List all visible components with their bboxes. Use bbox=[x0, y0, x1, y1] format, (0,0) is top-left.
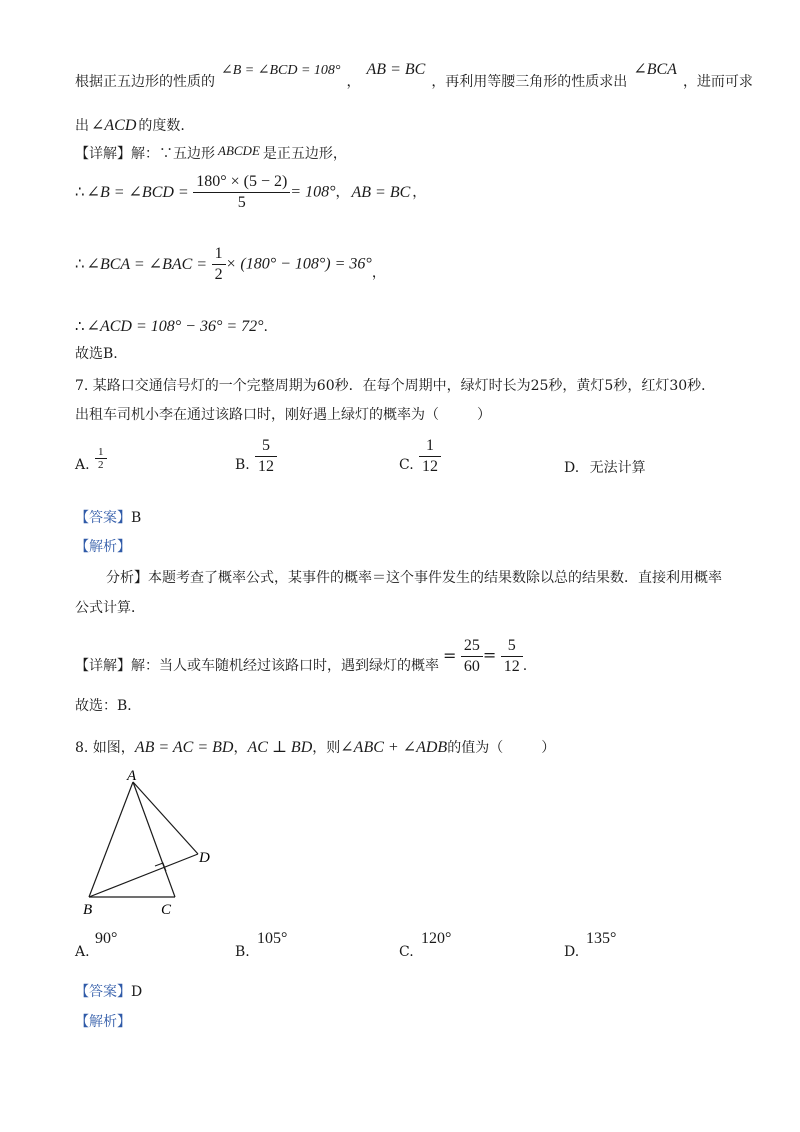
math-rhs: = 108° bbox=[290, 183, 336, 201]
option-letter: C. bbox=[399, 457, 414, 473]
math-angle-b-bcd: ∠B = ∠BCD = 108° bbox=[221, 63, 341, 78]
text-mid: ，再利用等腰三角形的性质求出 bbox=[431, 74, 628, 90]
analysis-line-1 bbox=[75, 61, 753, 93]
text-suffix: ，进而可求 bbox=[682, 74, 753, 90]
option-value: 90° bbox=[95, 930, 118, 947]
q7-line-1: 7. 某路口交通信号灯的一个完整周期为60秒．在每个周期中，绿灯时长为25秒，黄灯5秒，红灯30秒． bbox=[75, 378, 716, 394]
math-ab-ac-bd: AB = AC = BD bbox=[134, 739, 234, 756]
fraction-numerator: 180° × (5 − 2) bbox=[196, 173, 288, 190]
comma: ， bbox=[346, 74, 361, 90]
q7-option-d[interactable] bbox=[564, 457, 646, 477]
option-letter: B. bbox=[235, 944, 250, 960]
answer-label: 【答案】 bbox=[75, 984, 131, 1000]
fraction bbox=[255, 436, 277, 477]
fraction bbox=[419, 436, 441, 477]
choose-b-7: 故选：B． bbox=[75, 698, 142, 714]
option-letter: C. bbox=[399, 944, 414, 960]
answer-value: B bbox=[131, 510, 142, 526]
text: 的值为（ bbox=[447, 740, 504, 756]
comma: ， bbox=[371, 264, 386, 281]
math-lhs: ∠B = ∠BCD = bbox=[86, 183, 189, 201]
q7-line-2 bbox=[75, 405, 491, 425]
text: 8. 如图， bbox=[75, 740, 135, 756]
fraction-numerator: 1 bbox=[98, 446, 104, 458]
therefore-symbol: ∴ bbox=[75, 317, 85, 335]
analysis-line-2 bbox=[75, 116, 185, 136]
answer-value: D bbox=[131, 984, 143, 1000]
text: 出租车司机小李在通过该路口时，刚好遇上绿灯的概率为（ bbox=[75, 407, 439, 423]
math-ac-perp-bd: AC ⊥ BD bbox=[247, 739, 313, 756]
choose-b: 故选B. bbox=[75, 346, 118, 362]
fraction bbox=[461, 636, 483, 677]
math-lhs: ∠BCA = ∠BAC = bbox=[86, 255, 208, 273]
segment-ab bbox=[89, 782, 133, 897]
therefore-symbol: ∴ bbox=[75, 182, 85, 201]
comma: ， bbox=[233, 740, 248, 756]
option-letter: A. bbox=[75, 944, 90, 960]
equals: = bbox=[443, 645, 457, 665]
geometry-figure bbox=[75, 770, 235, 920]
math-abcde: ABCDE bbox=[218, 143, 260, 158]
text: 是正五边形， bbox=[262, 146, 347, 162]
fraction-denominator: 12 bbox=[419, 456, 441, 477]
detail-7 bbox=[75, 636, 527, 677]
option-value: 135° bbox=[586, 930, 617, 947]
text-post: 的度数. bbox=[138, 118, 185, 134]
option-letter: A. bbox=[75, 457, 90, 473]
vertex-label-b: B bbox=[83, 902, 93, 918]
paren-close: ） bbox=[541, 740, 556, 756]
comma: ， bbox=[412, 184, 427, 201]
fraction-denominator: 5 bbox=[193, 192, 290, 213]
text: ，则 bbox=[312, 740, 341, 756]
answer-7 bbox=[75, 508, 141, 528]
text-prefix: 根据正五边形的性质的 bbox=[75, 74, 215, 90]
analysis-7-line-2: 公式计算． bbox=[75, 600, 145, 616]
fraction bbox=[193, 172, 290, 213]
math-ab-bc: AB = BC bbox=[366, 61, 426, 78]
text-pre: 出 bbox=[75, 118, 89, 134]
fraction-denominator: 60 bbox=[461, 656, 483, 677]
fraction-denominator: 2 bbox=[212, 264, 226, 285]
text: 五边形 bbox=[173, 146, 215, 162]
option-letter: D. bbox=[564, 944, 580, 960]
fraction-denominator: 12 bbox=[501, 656, 523, 677]
segment-ac bbox=[133, 782, 175, 897]
segment-ad bbox=[133, 782, 198, 854]
vertex-label-a: A bbox=[127, 770, 137, 784]
option-value: 105° bbox=[257, 930, 288, 947]
answer-label: 【答案】 bbox=[75, 510, 131, 526]
math-angle-acd: ∠ACD bbox=[91, 117, 137, 134]
math-angle-bca: ∠BCA bbox=[633, 61, 677, 78]
option-letter: D. bbox=[564, 460, 580, 476]
option-letter: B. bbox=[235, 457, 250, 473]
option-text: 无法计算 bbox=[589, 460, 646, 476]
equation-2 bbox=[75, 244, 386, 285]
fraction-numerator: 5 bbox=[262, 437, 270, 454]
fraction-numerator: 1 bbox=[426, 437, 434, 454]
fraction-numerator: 1 bbox=[214, 245, 223, 262]
math-ab-bc: AB = BC bbox=[351, 183, 411, 201]
math-angle-sum: ∠ABC + ∠ADB bbox=[340, 739, 448, 756]
fraction bbox=[95, 446, 107, 471]
detail-text: 【详解】解：当人或车随机经过该路口时，遇到绿灯的概率 bbox=[75, 657, 439, 674]
analysis-label-8: 【解析】 bbox=[75, 1014, 131, 1030]
fraction-numerator: 25 bbox=[463, 637, 480, 654]
fraction bbox=[501, 636, 523, 677]
detail-line-1 bbox=[75, 144, 347, 164]
analysis-7-line-1: 分析】本题考查了概率公式，某事件的概率＝这个事件发生的结果数除以总的结果数．直接利用概率 bbox=[106, 570, 722, 586]
period: . bbox=[263, 319, 268, 335]
answer-8 bbox=[75, 982, 142, 1002]
therefore-symbol: ∴ bbox=[75, 254, 85, 273]
vertex-label-c: C bbox=[161, 902, 172, 918]
equation-1 bbox=[75, 172, 426, 213]
because-symbol: ∵ bbox=[159, 146, 173, 162]
math-rhs: × (180° − 108°) = 36° bbox=[225, 255, 372, 273]
fraction bbox=[212, 244, 226, 285]
period: . bbox=[522, 657, 528, 674]
fraction-denominator: 12 bbox=[255, 456, 277, 477]
option-value: 120° bbox=[421, 930, 452, 947]
paren-close: ） bbox=[477, 407, 491, 423]
vertex-label-d: D bbox=[199, 850, 210, 866]
math-angle-acd: ∠ACD = 108° − 36° = 72° bbox=[86, 318, 264, 335]
equals: = bbox=[482, 645, 497, 665]
q8-stem bbox=[75, 738, 555, 758]
detail-label: 【详解】解： bbox=[75, 146, 159, 162]
equation-3 bbox=[75, 316, 268, 337]
segment-bd bbox=[89, 854, 198, 897]
fraction-denominator: 2 bbox=[95, 458, 107, 471]
analysis-label-7: 【解析】 bbox=[75, 539, 131, 555]
comma: ， bbox=[335, 184, 350, 201]
fraction-numerator: 5 bbox=[507, 637, 516, 654]
